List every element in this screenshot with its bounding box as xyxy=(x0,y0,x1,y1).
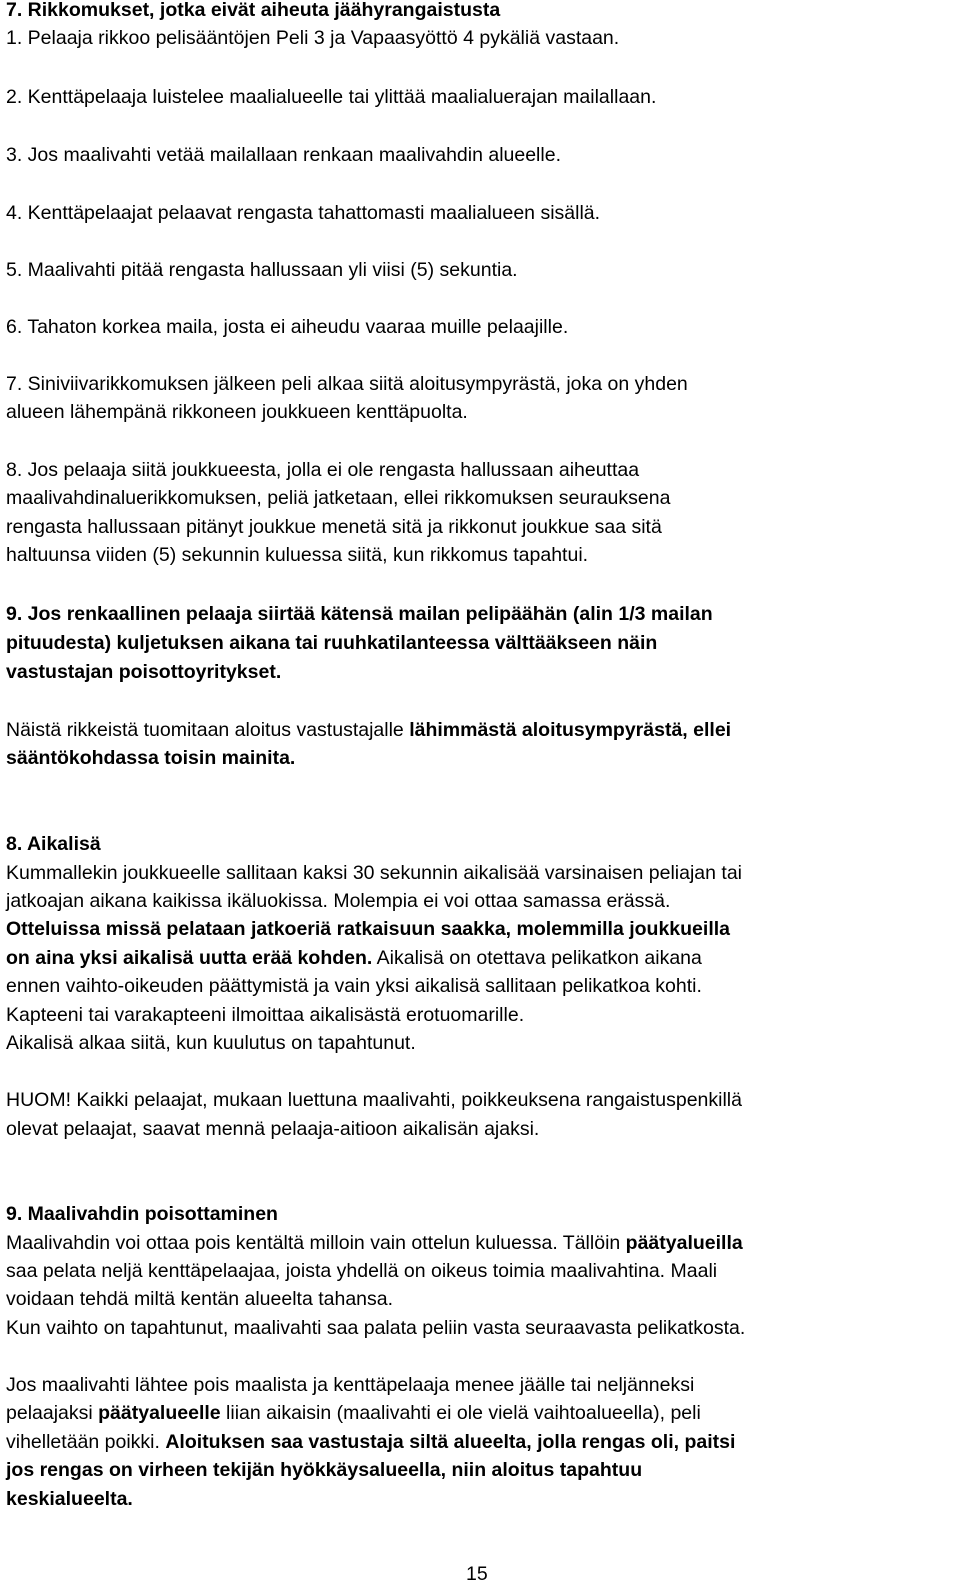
paragraph-text: liian aikaisin (maalivahti ei ole vielä vaihtoalueella), peli xyxy=(220,1402,701,1424)
paragraph-line xyxy=(6,944,702,973)
paragraph-line: Jos maalivahti lähtee pois maalista ja kenttäpelaaja menee jäälle tai neljänneksi xyxy=(6,1374,695,1396)
paragraph-text: pelaajaksi xyxy=(6,1402,99,1424)
paragraph-emphasis: Aloituksen saa vastustaja siltä alueelta, jolla rengas oli, paitsi xyxy=(165,1431,736,1453)
paragraph-line: Kun vaihto on tapahtunut, maalivahti saa palata peliin vasta seuraavasta pelikatkosta. xyxy=(6,1317,746,1339)
page-number: 15 xyxy=(466,1563,488,1585)
paragraph-line xyxy=(6,1428,735,1457)
paragraph-line: Kummallekin joukkueelle sallitaan kaksi 30 sekunnin aikalisää varsinaisen peliajan tai xyxy=(6,862,742,884)
paragraph-line xyxy=(6,1229,743,1258)
paragraph-text: Maalivahdin voi ottaa pois kentältä milloin vain ottelun kuluessa. Tällöin xyxy=(6,1232,626,1254)
list-item-line: maalivahdinaluerikkomuksen, peliä jatketaan, ellei rikkomuksen seurauksena xyxy=(6,487,671,509)
list-item-line: vastustajan poisottoyritykset. xyxy=(6,661,282,683)
paragraph-text: vihelletään poikki. xyxy=(6,1431,166,1453)
list-item: 5. Maalivahti pitää rengasta hallussaan yli viisi (5) sekuntia. xyxy=(6,259,518,281)
section-9-heading: 9. Maalivahdin poisottaminen xyxy=(6,1203,278,1225)
penalty-note-line xyxy=(6,716,731,745)
section-8-heading: 8. Aikalisä xyxy=(6,833,101,855)
paragraph-line: ennen vaihto-oikeuden päättymistä ja vain yksi aikalisä sallitaan pelikatkoa kohti. xyxy=(6,975,702,997)
paragraph-line: jatkoajan aikana kaikissa ikäluokissa. Molempia ei voi ottaa samassa erässä. xyxy=(6,890,671,912)
section-7-heading: 7. Rikkomukset, jotka eivät aiheuta jäähyrangaistusta xyxy=(6,0,501,21)
list-item-line: 8. Jos pelaaja siitä joukkueesta, jolla ei ole rengasta hallussaan aiheuttaa xyxy=(6,459,640,481)
list-item-line: haltuunsa viiden (5) sekunnin kuluessa siitä, kun rikkomus tapahtui. xyxy=(6,544,589,566)
list-item: 4. Kenttäpelaajat pelaavat rengasta tahattomasti maalialueen sisällä. xyxy=(6,202,601,224)
list-item: 6. Tahaton korkea maila, josta ei aiheudu vaaraa muille pelaajille. xyxy=(6,316,569,338)
list-item-line: 7. Siniviivarikkomuksen jälkeen peli alkaa siitä aloitusympyrästä, joka on yhden xyxy=(6,373,688,395)
list-item-line: rengasta hallussaan pitänyt joukkue menetä sitä ja rikkonut joukkue saa sitä xyxy=(6,516,662,538)
paragraph-line: Otteluissa missä pelataan jatkoeriä ratkaisuun saakka, molemmilla joukkueilla xyxy=(6,918,730,940)
note-line: olevat pelaajat, saavat mennä pelaaja-aitioon aikalisän ajaksi. xyxy=(6,1118,540,1140)
penalty-note-emphasis: sääntökohdassa toisin mainita. xyxy=(6,747,296,769)
paragraph-line: jos rengas on virheen tekijän hyökkäysalueella, niin aloitus tapahtuu xyxy=(6,1459,643,1481)
list-item-line: 9. Jos renkaallinen pelaaja siirtää kätensä mailan pelipäähän (alin 1/3 mailan xyxy=(6,603,713,625)
note-line: HUOM! Kaikki pelaajat, mukaan luettuna maalivahti, poikkeuksena rangaistuspenkillä xyxy=(6,1089,742,1111)
paragraph-emphasis: päätyalueelle xyxy=(98,1402,221,1424)
paragraph-line: Kapteeni tai varakapteeni ilmoittaa aikalisästä erotuomarille. xyxy=(6,1004,525,1026)
penalty-note-text: Näistä rikkeistä tuomitaan aloitus vastustajalle xyxy=(6,719,410,741)
paragraph-line: Aikalisä alkaa siitä, kun kuulutus on tapahtunut. xyxy=(6,1032,416,1054)
paragraph-line: voidaan tehdä miltä kentän alueelta tahansa. xyxy=(6,1288,394,1310)
paragraph-line: keskialueelta. xyxy=(6,1488,133,1510)
paragraph-line: saa pelata neljä kenttäpelaajaa, joista yhdellä on oikeus toimia maalivahtina. Maali xyxy=(6,1260,718,1282)
paragraph-line xyxy=(6,1399,701,1428)
list-item-line: pituudesta) kuljetuksen aikana tai ruuhkatilanteessa välttääkseen näin xyxy=(6,632,658,654)
paragraph-emphasis: on aina yksi aikalisä uutta erää kohden. xyxy=(6,947,373,969)
paragraph-emphasis: päätyalueilla xyxy=(625,1232,743,1254)
list-item-line: alueen lähempänä rikkoneen joukkueen kenttäpuolta. xyxy=(6,401,468,423)
list-item: 2. Kenttäpelaaja luistelee maalialueelle tai ylittää maalialuerajan mailallaan. xyxy=(6,86,657,108)
list-item: 1. Pelaaja rikkoo pelisääntöjen Peli 3 ja Vapaasyöttö 4 pykäliä vastaan. xyxy=(6,27,620,49)
list-item: 3. Jos maalivahti vetää mailallaan renkaan maalivahdin alueelle. xyxy=(6,144,561,166)
penalty-note-emphasis: lähimmästä aloitusympyrästä, ellei xyxy=(409,719,732,741)
paragraph-text: Aikalisä on otettava pelikatkon aikana xyxy=(372,947,702,969)
